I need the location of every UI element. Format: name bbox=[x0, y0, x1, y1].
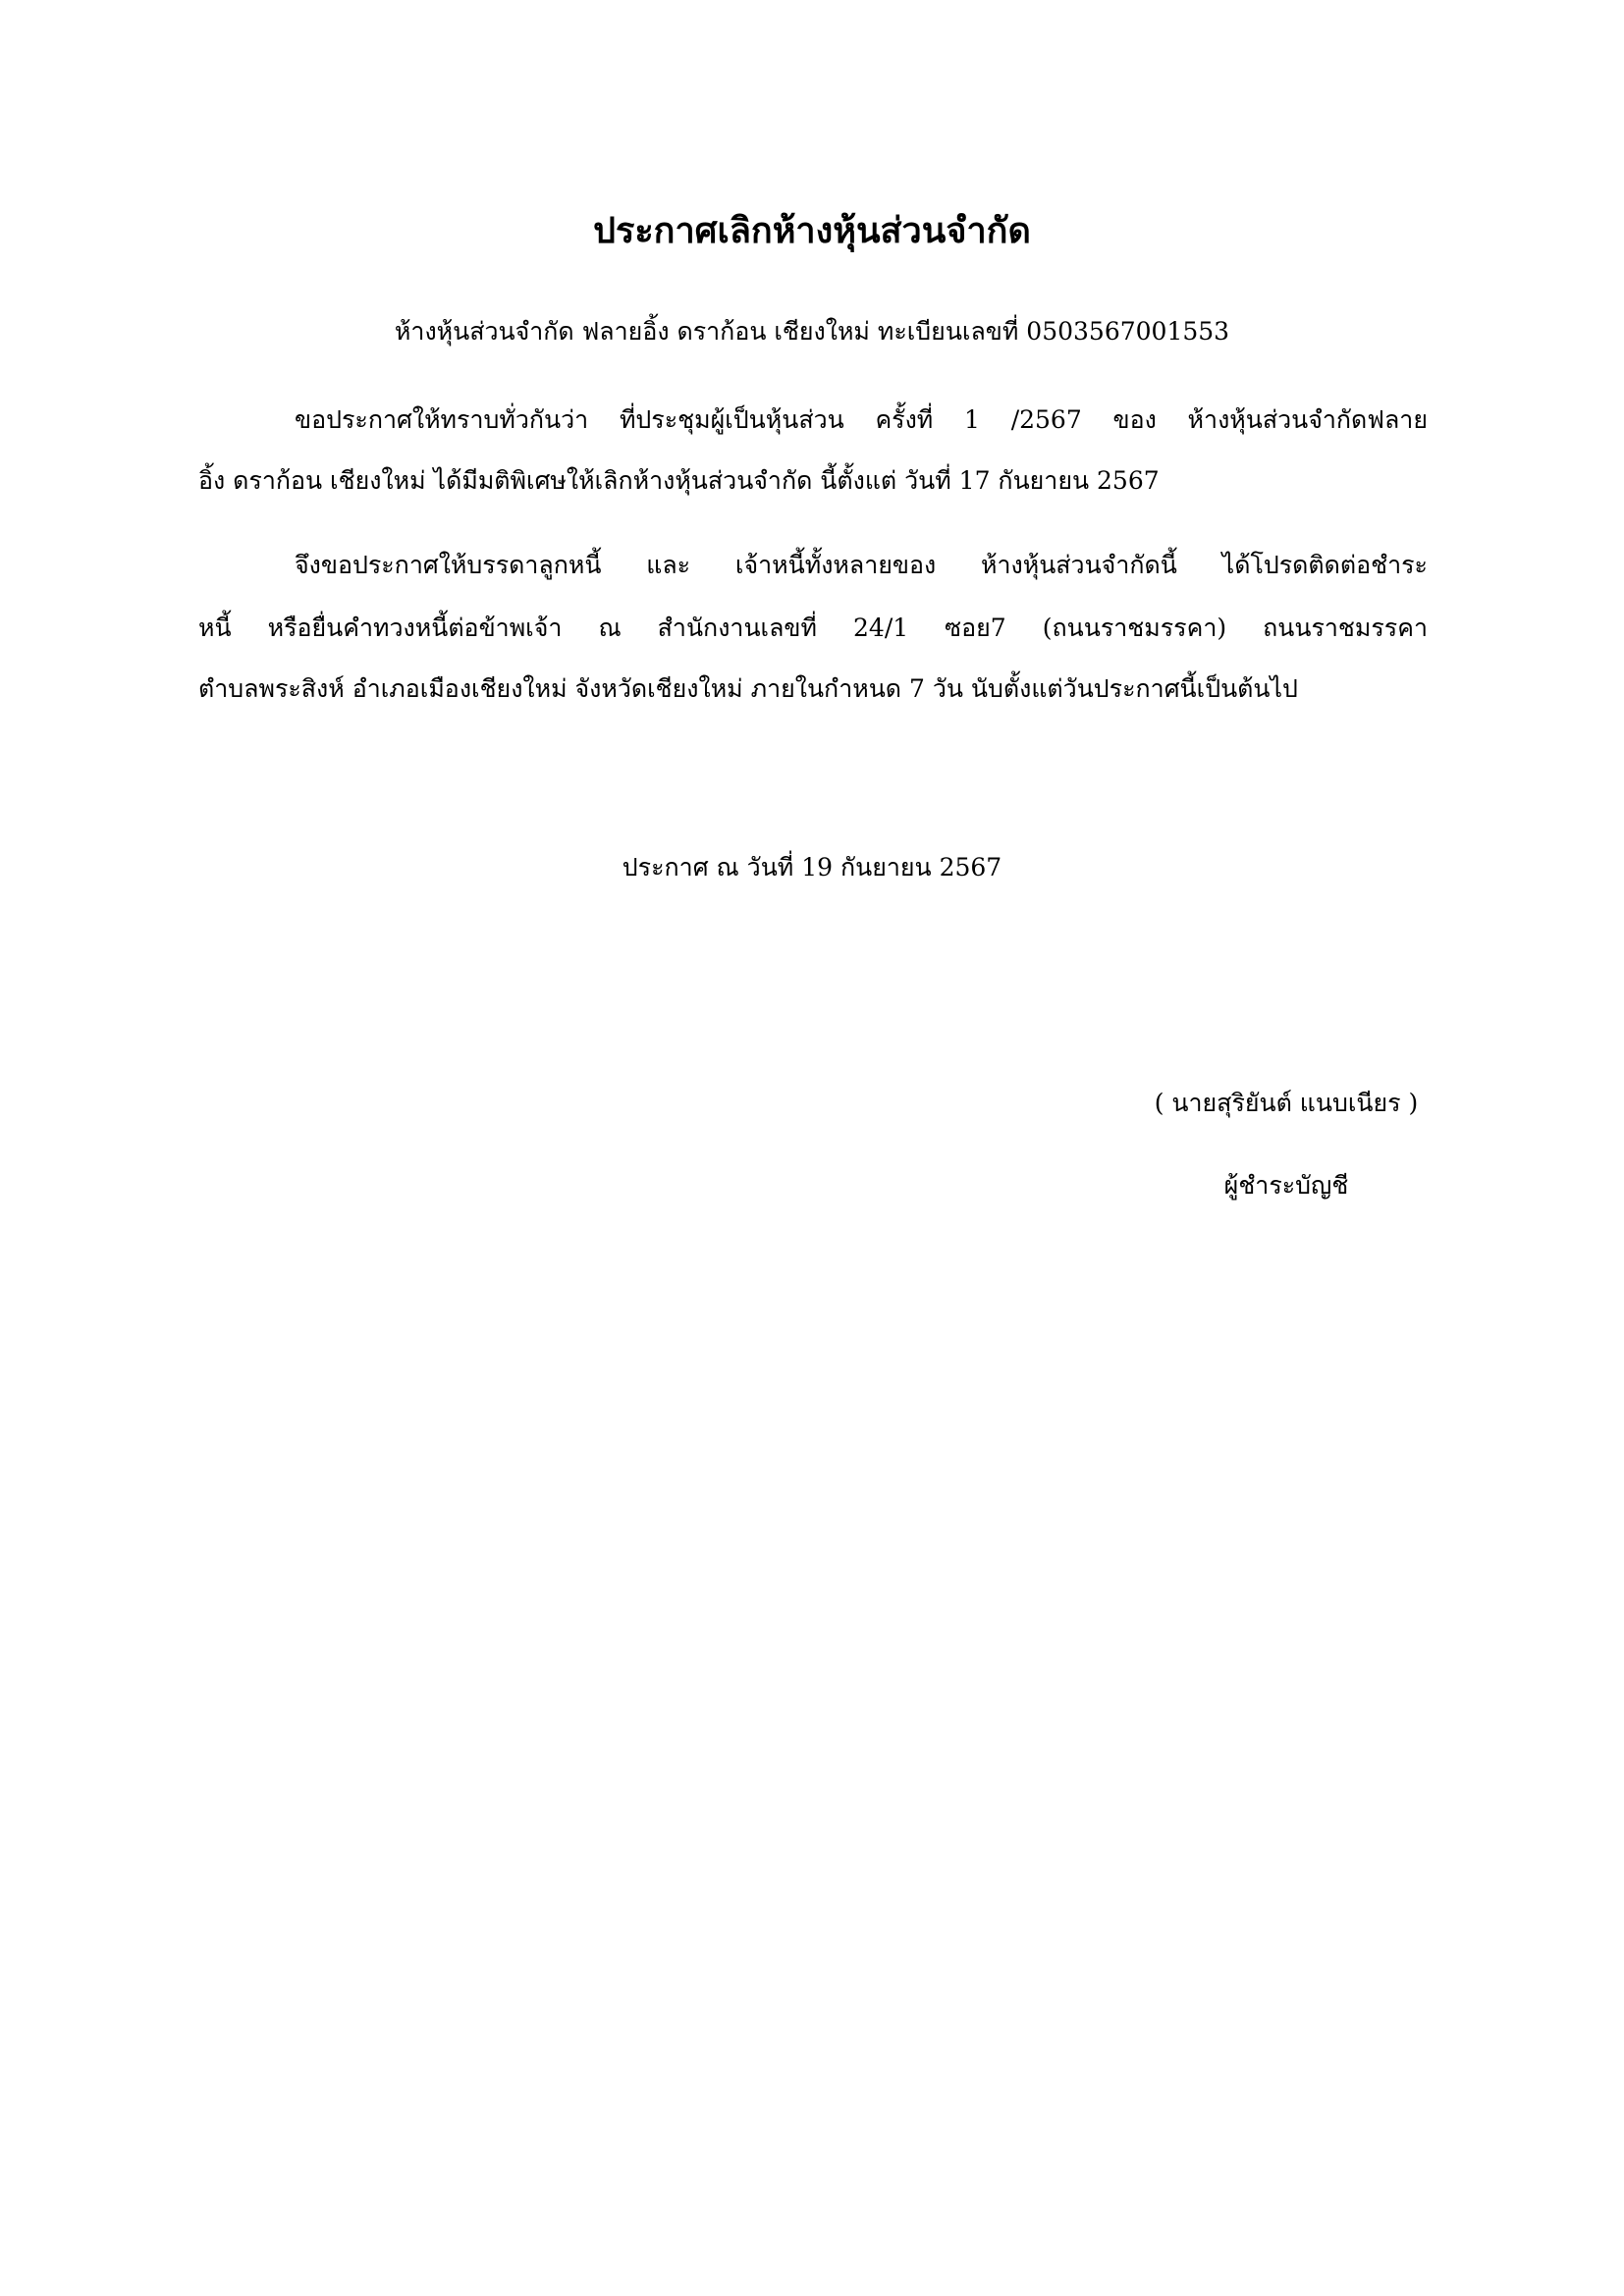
signatory-name: ( นายสุริยันต์ แนบเนียร ) bbox=[1154, 1089, 1419, 1117]
paragraph-line: จึงขอประกาศให้บรรดาลูกหนี้ และ เจ้าหนี้ทั้งหลายของ ห้างหุ้นส่วนจำกัดนี้ ได้โปรดติดต่อชำระ bbox=[295, 551, 1428, 579]
signatory-position: ผู้ชำระบัญชี bbox=[1223, 1171, 1349, 1200]
paragraph-line: ขอประกาศให้ทราบทั่วกันว่า ที่ประชุมผู้เป็นหุ้นส่วน ครั้งที่ 1 /2567 ของ ห้างหุ้นส่วนจำกัดฟลาย bbox=[295, 405, 1428, 434]
paragraph-line: อิ้ง ดราก้อน เชียงใหม่ ได้มีมติพิเศษให้เลิกห้างหุ้นส่วนจำกัด นี้ตั้งแต่ วันที่ 17 กันยายน 2567 bbox=[198, 466, 1160, 495]
paragraph-line: หนี้ หรือยื่นคำทวงหนี้ต่อข้าพเจ้า ณ สำนักงานเลขที่ 24/1 ซอย7 (ถนนราชมรรคา) ถนนราชมรรคา bbox=[198, 614, 1428, 642]
document-title: ประกาศเลิกห้างหุ้นส่วนจำกัด bbox=[593, 210, 1031, 251]
company-registration-line: ห้างหุ้นส่วนจำกัด ฟลายอิ้ง ดราก้อน เชียงใหม่ ทะเบียนเลขที่ 0503567001553 bbox=[394, 317, 1230, 346]
paragraph-line: ตำบลพระสิงห์ อำเภอเมืองเชียงใหม่ จังหวัดเชียงใหม่ ภายในกำหนด 7 วัน นับตั้งแต่วันประกาศนี้เป็นต้นไป bbox=[198, 674, 1298, 703]
announcement-date: ประกาศ ณ วันที่ 19 กันยายน 2567 bbox=[622, 853, 1002, 881]
